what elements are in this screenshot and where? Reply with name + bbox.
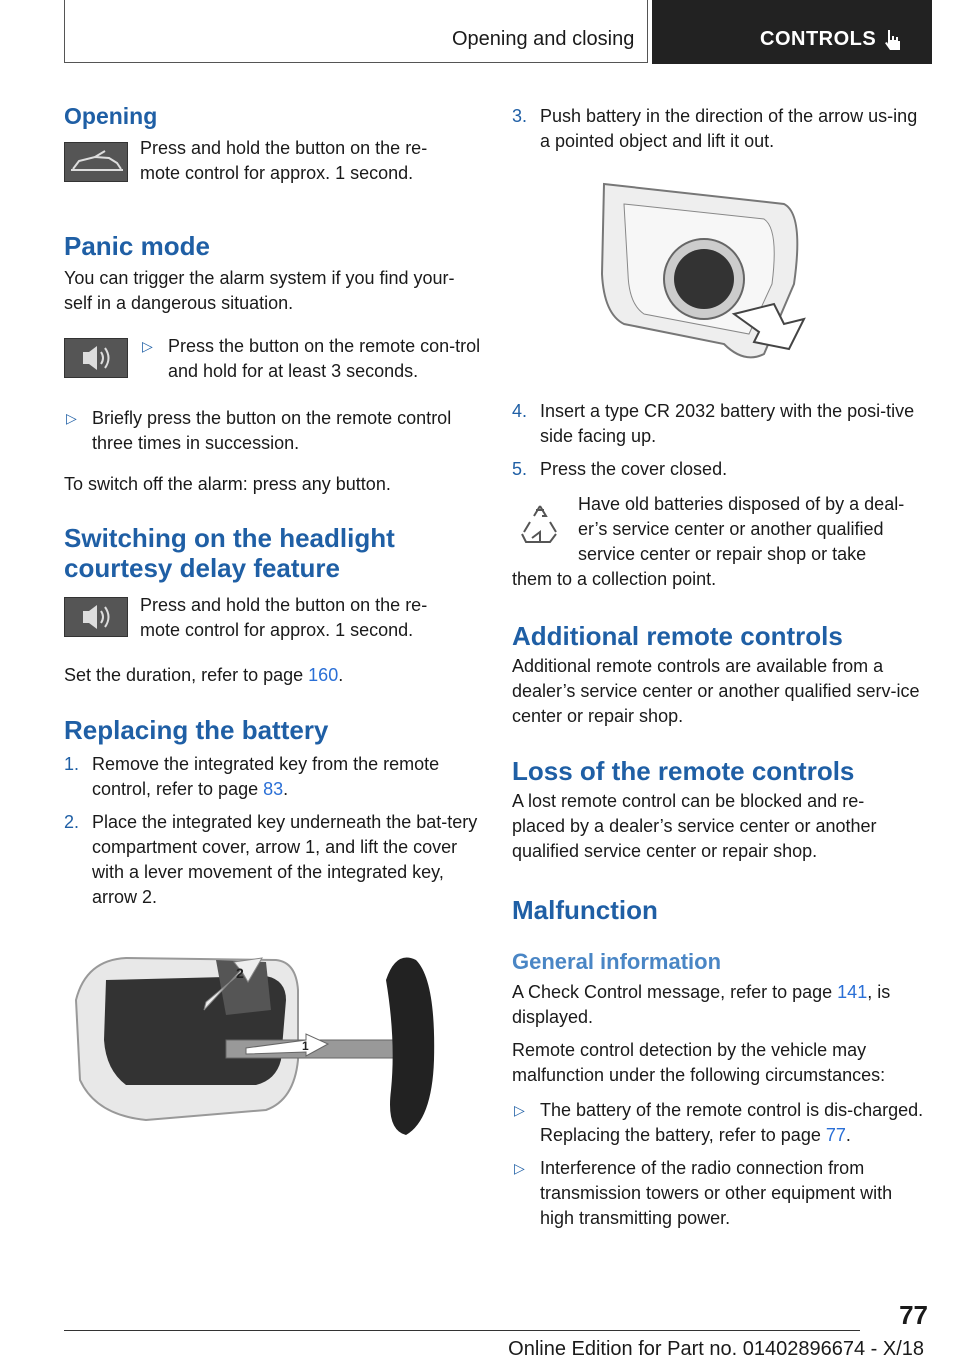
page-link-160[interactable]: 160: [308, 665, 339, 685]
panic-switch-off: To switch off the alarm: press any button.: [64, 474, 391, 494]
sound-icon: [64, 338, 128, 378]
panic-bullet-1: [140, 334, 482, 384]
footer-edition: Online Edition for Part no. 01402896674 - X/18: [508, 1338, 924, 1360]
recycle-icon: [516, 500, 564, 548]
additional-heading: Additional remote controls: [512, 621, 843, 651]
arrow-2-label: 2: [236, 965, 244, 981]
malfunction-bullet-2: [512, 1156, 930, 1231]
loss-heading: Loss of the remote controls: [512, 756, 855, 786]
right-column: [512, 100, 930, 1231]
recycle-text: Have old batteries disposed of by a deal-er’s service center or another qualified service center or repair shop or take: [578, 494, 905, 564]
triangle-bullet-icon: ▷: [514, 1160, 525, 1176]
opening-heading: Opening: [64, 103, 158, 129]
battery-step-2: [64, 810, 482, 910]
recycle-continuation: them to a collection point.: [512, 569, 717, 589]
panic-block: [64, 334, 482, 398]
battery-step-3: [512, 104, 930, 154]
opening-text: Press and hold the button on the re-mote control for approx. 1 second.: [140, 138, 428, 183]
sound-icon: [64, 597, 128, 637]
additional-text: Additional remote controls are available from a dealer’s service center or another qualified serv-ice center or repair shop.: [512, 656, 920, 726]
battery-step-5: [512, 457, 930, 482]
battery-heading: Replacing the battery: [64, 715, 329, 745]
panic-bullet-2: [64, 406, 482, 456]
battery-removal-illustration: [584, 174, 824, 374]
battery-step-1-end: .: [283, 779, 289, 799]
cc-end: , is displayed.: [512, 982, 891, 1027]
loss-text: A lost remote control can be blocked and re-placed by a dealer’s service center or another qualified service center or repair shop.: [512, 791, 877, 861]
panic-heading: Panic mode: [64, 231, 210, 261]
panic-bullet-1-text: Press the button on the remote con-trol and hold for at least 3 seconds.: [168, 336, 481, 381]
page-link-77[interactable]: 77: [825, 1125, 846, 1145]
malfunction-heading: Malfunction: [512, 895, 658, 925]
opening-block: [64, 136, 482, 200]
step-number: 2.: [64, 812, 80, 832]
battery-step-1-text: Remove the integrated key from the remote control, refer to page: [92, 754, 440, 799]
page-number: 77: [899, 1300, 928, 1330]
battery-step-3-text: Push battery in the direction of the arrow us-ing a pointed object and lift it out.: [540, 106, 918, 151]
headlight-set-end: .: [338, 665, 344, 685]
left-column: [64, 100, 482, 1145]
panic-intro: You can trigger the alarm system if you find your-self in a dangerous situation.: [64, 268, 455, 313]
arrow-1-label: 1: [302, 1039, 309, 1053]
battery-step-4-text: Insert a type CR 2032 battery with the posi-tive side facing up.: [540, 401, 915, 446]
headlight-block: [64, 593, 482, 657]
battery-step-4: [512, 399, 930, 449]
triangle-bullet-icon: ▷: [66, 410, 77, 426]
triangle-bullet-icon: ▷: [142, 338, 153, 354]
car-trunk-icon: [64, 142, 128, 182]
step-number: 5.: [512, 459, 528, 479]
key-removal-illustration: [66, 940, 466, 1140]
battery-step-5-text: Press the cover closed.: [540, 459, 728, 479]
malfunction-bullet-1: [512, 1098, 930, 1148]
detection-text: Remote control detection by the vehicle may malfunction under the following circumstances:: [512, 1040, 886, 1085]
header-section-title: Opening and closing: [452, 28, 635, 50]
battery-step-1: [64, 752, 482, 802]
triangle-bullet-icon: ▷: [514, 1102, 525, 1118]
panic-bullet-2-text: Briefly press the button on the remote control three times in succession.: [92, 408, 452, 453]
footer-divider: [64, 1330, 860, 1331]
headlight-set-text: Set the duration, refer to page: [64, 665, 309, 685]
page-link-141[interactable]: 141: [837, 982, 868, 1002]
page-link-83[interactable]: 83: [263, 779, 284, 799]
battery-step-2-text: Place the integrated key underneath the bat-tery compartment cover, arrow 1, and lift the cover with a lever movement of the integrated key, arrow 2.: [92, 812, 478, 907]
page-header: [64, 0, 932, 64]
step-number: 1.: [64, 754, 80, 774]
malfunction-bullet-1-text: The battery of the remote control is dis-charged. Replacing the battery, refer to page: [540, 1100, 924, 1145]
malfunction-bullet-1-end: .: [845, 1125, 851, 1145]
recycle-block: [512, 492, 930, 567]
step-number: 4.: [512, 401, 528, 421]
step-number: 3.: [512, 106, 528, 126]
headlight-set-duration: [64, 663, 482, 688]
header-chapter-title: CONTROLS: [760, 28, 877, 50]
header-chapter-box: [652, 0, 932, 64]
headlight-text: Press and hold the button on the re-mote control for approx. 1 second.: [140, 595, 428, 640]
check-control-text: [512, 980, 930, 1030]
general-info-heading: General information: [512, 949, 722, 974]
hand-pointer-icon: [878, 26, 908, 56]
headlight-heading: Switching on the headlight courtesy delay feature: [64, 523, 395, 583]
cc-text: A Check Control message, refer to page: [512, 982, 838, 1002]
malfunction-bullet-2-text: Interference of the radio connection from transmission towers or other equipment with high transmitting power.: [540, 1158, 893, 1228]
